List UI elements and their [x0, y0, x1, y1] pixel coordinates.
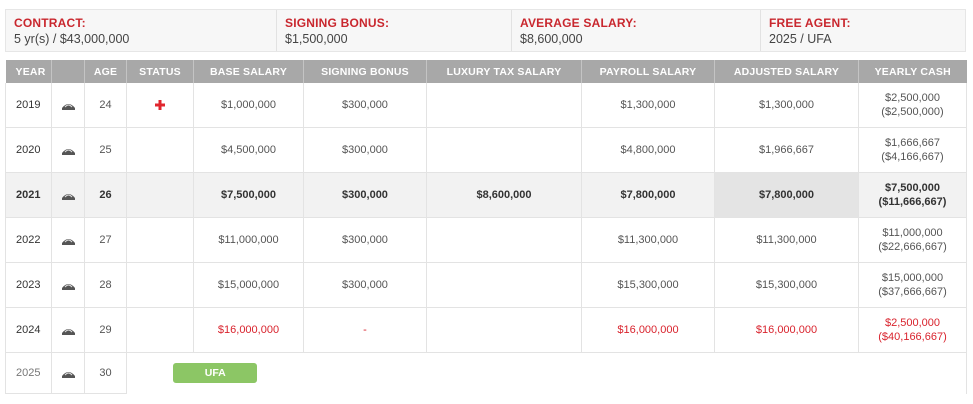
table-row-projected: [6, 308, 967, 353]
summary-label: AVERAGE SALARY:: [520, 16, 637, 30]
cash-cumulative: ($37,666,667): [878, 286, 947, 298]
cell-status: [127, 173, 194, 218]
cell-age: 25: [85, 128, 127, 173]
cash-amount: $7,500,000: [884, 182, 941, 194]
cell-adjusted-salary: $11,300,000: [715, 218, 859, 263]
cell-yearly-cash: [859, 308, 967, 353]
table-row: [6, 128, 967, 173]
cash-cumulative: ($2,500,000): [881, 106, 944, 118]
cell-payroll-salary: $11,300,000: [582, 218, 715, 263]
cell-age: 29: [85, 308, 127, 353]
column-header-signing-bonus[interactable]: SIGNING BONUS: [304, 60, 427, 83]
injury-cross-icon: [155, 100, 165, 110]
table-row: [6, 218, 967, 263]
cell-yearly-cash: [859, 263, 967, 308]
cell-status: [127, 128, 194, 173]
cell-luxury-tax-salary: [427, 83, 582, 128]
cell-payroll-salary: $16,000,000: [582, 308, 715, 353]
cash-cumulative: ($4,166,667): [881, 151, 944, 163]
cell-luxury-tax-salary: $8,600,000: [427, 173, 582, 218]
cell-yearly-cash: [859, 173, 967, 218]
cell-signing-bonus: $300,000: [304, 173, 427, 218]
team-logo-icon: [61, 280, 76, 291]
summary-value: 2025 / UFA: [769, 32, 832, 46]
cell-yearly-cash: [859, 128, 967, 173]
summary-label: FREE AGENT:: [769, 16, 851, 30]
cash-amount: $15,000,000: [881, 272, 944, 284]
cell-team: [52, 308, 85, 353]
cell-luxury-tax-salary: [427, 263, 582, 308]
cell-luxury-tax-salary: [427, 308, 582, 353]
cell-status: [127, 83, 194, 128]
summary-free-agent: [761, 10, 965, 51]
summary-label: SIGNING BONUS:: [285, 16, 390, 30]
cell-age: 30: [85, 353, 127, 394]
cell-team: [52, 128, 85, 173]
team-logo-icon: [61, 235, 76, 246]
cell-base-salary: $16,000,000: [194, 308, 304, 353]
cash-cumulative: ($22,666,667): [878, 241, 947, 253]
cell-team: [52, 263, 85, 308]
table-row-free-agent: [6, 353, 967, 394]
cell-year: 2022: [6, 218, 52, 263]
column-header-payroll-salary[interactable]: PAYROLL SALARY: [582, 60, 715, 83]
cell-status: [127, 263, 194, 308]
ufa-badge: UFA: [173, 363, 257, 383]
cell-year: 2019: [6, 83, 52, 128]
cell-signing-bonus: $300,000: [304, 263, 427, 308]
cell-year: 2025: [6, 353, 52, 394]
cell-base-salary: $7,500,000: [194, 173, 304, 218]
cell-year: 2023: [6, 263, 52, 308]
team-logo-icon: [61, 145, 76, 156]
team-logo-icon: [61, 190, 76, 201]
cell-payroll-salary: $4,800,000: [582, 128, 715, 173]
table-row-current: [6, 173, 967, 218]
cell-adjusted-salary: $7,800,000: [715, 173, 859, 218]
column-header-age[interactable]: AGE: [85, 60, 127, 83]
table-row: [6, 83, 967, 128]
cell-age: 28: [85, 263, 127, 308]
cell-signing-bonus: $300,000: [304, 83, 427, 128]
cell-adjusted-salary: $16,000,000: [715, 308, 859, 353]
column-header-status[interactable]: STATUS: [127, 60, 194, 83]
cell-base-salary: $15,000,000: [194, 263, 304, 308]
cell-ufa-status: [127, 353, 304, 394]
summary-value: $8,600,000: [520, 32, 583, 46]
summary-value: $1,500,000: [285, 32, 348, 46]
cash-amount: $2,500,000: [884, 92, 941, 104]
team-logo-icon: [61, 100, 76, 111]
cell-payroll-salary: $7,800,000: [582, 173, 715, 218]
cell-team: [52, 173, 85, 218]
cell-adjusted-salary: $1,300,000: [715, 83, 859, 128]
cell-base-salary: $4,500,000: [194, 128, 304, 173]
cell-age: 26: [85, 173, 127, 218]
table-header-row: [6, 60, 967, 83]
cell-year: 2020: [6, 128, 52, 173]
cell-team: [52, 353, 85, 394]
column-header-luxury-tax-salary[interactable]: LUXURY TAX SALARY: [427, 60, 582, 83]
cell-year: 2021: [6, 173, 52, 218]
cell-year: 2024: [6, 308, 52, 353]
cash-cumulative: ($40,166,667): [878, 331, 947, 343]
summary-contract: [6, 10, 277, 51]
cell-age: 27: [85, 218, 127, 263]
column-header-year[interactable]: YEAR: [6, 60, 52, 83]
cell-team: [52, 218, 85, 263]
cell-status: [127, 218, 194, 263]
column-header-team: [52, 60, 85, 83]
summary-average-salary: [512, 10, 761, 51]
empty-cell: [304, 353, 967, 394]
summary-label: CONTRACT:: [14, 16, 86, 30]
cell-yearly-cash: [859, 218, 967, 263]
cell-luxury-tax-salary: [427, 218, 582, 263]
team-logo-icon: [61, 368, 76, 379]
contract-table: [5, 60, 967, 394]
cell-signing-bonus: $300,000: [304, 128, 427, 173]
cell-adjusted-salary: $15,300,000: [715, 263, 859, 308]
cash-amount: $1,666,667: [884, 137, 941, 149]
column-header-adjusted-salary[interactable]: ADJUSTED SALARY: [715, 60, 859, 83]
cash-amount: $11,000,000: [882, 227, 943, 239]
cell-luxury-tax-salary: [427, 128, 582, 173]
cell-signing-bonus: $300,000: [304, 218, 427, 263]
table-row: [6, 263, 967, 308]
contract-summary: [5, 9, 966, 52]
summary-signing-bonus: [277, 10, 512, 51]
cell-adjusted-salary: $1,966,667: [715, 128, 859, 173]
cash-cumulative: ($11,666,667): [878, 196, 947, 208]
column-header-base-salary[interactable]: BASE SALARY: [194, 60, 304, 83]
cell-status: [127, 308, 194, 353]
cell-base-salary: $1,000,000: [194, 83, 304, 128]
cell-age: 24: [85, 83, 127, 128]
cell-payroll-salary: $1,300,000: [582, 83, 715, 128]
cell-base-salary: $11,000,000: [194, 218, 304, 263]
cell-signing-bonus: -: [304, 308, 427, 353]
team-logo-icon: [61, 325, 76, 336]
summary-value: 5 yr(s) / $43,000,000: [14, 32, 130, 46]
cell-team: [52, 83, 85, 128]
cell-yearly-cash: [859, 83, 967, 128]
cell-payroll-salary: $15,300,000: [582, 263, 715, 308]
column-header-yearly-cash[interactable]: YEARLY CASH: [859, 60, 967, 83]
cash-amount: $2,500,000: [884, 317, 941, 329]
